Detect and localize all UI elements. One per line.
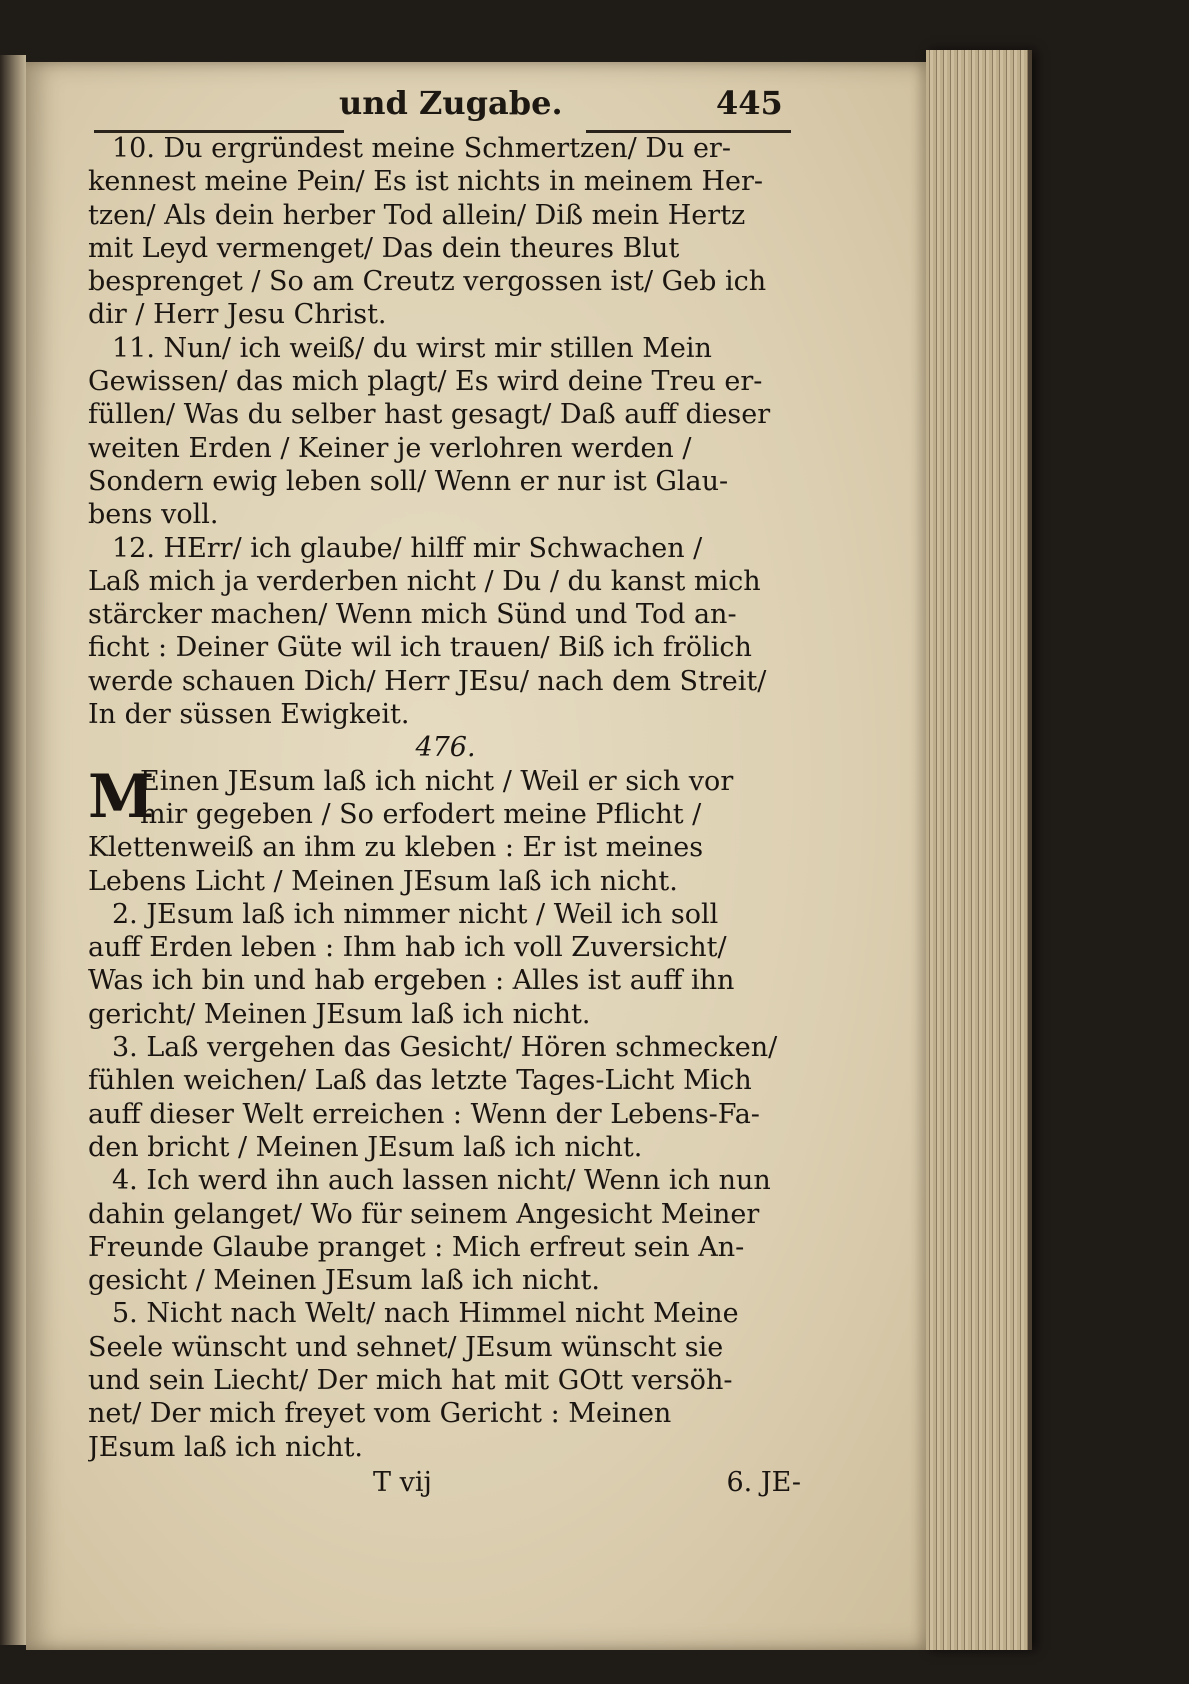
text-line: Seele wünscht und sehnet/ JEsum wünscht sie — [88, 1331, 724, 1363]
text-line: JEsum laß ich nicht. — [88, 1431, 364, 1463]
text-line: 12. HErr/ ich glaube/ hilff mir Schwachen / — [112, 532, 703, 564]
text-line: mit Leyd vermenget/ Das dein theures Blut — [88, 232, 680, 264]
text-line: Lebens Licht / Meinen JEsum laß ich nicht. — [88, 865, 678, 897]
text-line: dahin gelanget/ Wo für seinem Angesicht Meiner — [88, 1198, 760, 1230]
text-line: mir gegeben / So erfodert meine Pflicht / — [140, 798, 702, 830]
text-line: 3. Laß vergehen das Gesicht/ Hören schmecken/ — [112, 1032, 778, 1064]
text-line: ficht : Deiner Güte wil ich trauen/ Biß ich frölich — [88, 632, 752, 664]
hymn-476-verse-4 — [88, 1164, 803, 1297]
text-line: Was ich bin und hab ergeben : Alles ist auff ihn — [88, 965, 735, 997]
page-footer — [88, 1466, 803, 1500]
text-line: Einen JEsum laß ich nicht / Weil er sich vor — [140, 765, 734, 797]
text-line: kennest meine Pein/ Es ist nichts in meinem Her- — [88, 166, 764, 198]
text-line: dir / Herr Jesu Christ. — [88, 299, 387, 331]
text-line: den bricht / Meinen JEsum laß ich nicht. — [88, 1131, 643, 1163]
page-number: 445 — [716, 84, 783, 122]
text-line: 4. Ich werd ihn auch lassen nicht/ Wenn ich nun — [112, 1165, 771, 1197]
hymn-476-verse-1 — [88, 761, 803, 898]
text-line: 10. Du ergründest meine Schmertzen/ Du er- — [112, 133, 731, 164]
facing-page-edge — [0, 55, 26, 1645]
text-line: fühlen weichen/ Laß das letzte Tages-Licht Mich — [88, 1065, 752, 1097]
drop-cap: M — [88, 761, 155, 832]
text-line: auff dieser Welt erreichen : Wenn der Lebens-Fa- — [88, 1098, 760, 1130]
text-line: Freunde Glaube pranget : Mich erfreut sein An- — [88, 1231, 745, 1263]
page-stack-edge — [926, 50, 1032, 1650]
text-line: 2. JEsum laß ich nimmer nicht / Weil ich soll — [112, 898, 719, 930]
hymn-number: 476. — [415, 732, 476, 764]
text-line: Klettenweiß an ihm zu kleben : Er ist meines — [88, 832, 704, 864]
text-line: besprenget / So am Creutz vergossen ist/ Geb ich — [88, 266, 767, 298]
verse-12 — [88, 532, 803, 732]
verse-11 — [88, 332, 803, 532]
signature-mark: T vij — [373, 1466, 432, 1498]
text-line: weiten Erden / Keiner je verlohren werden / — [88, 432, 692, 464]
text-line: stärcker machen/ Wenn mich Sünd und Tod an- — [88, 599, 737, 631]
text-line: bens voll. — [88, 499, 219, 531]
hymn-476-verse-2 — [88, 898, 803, 1031]
hymn-476-verse-5 — [88, 1297, 803, 1463]
running-header — [26, 80, 926, 130]
running-title: und Zugabe. — [339, 84, 563, 122]
text-line: auff Erden leben : Ihm hab ich voll Zuversicht/ — [88, 932, 727, 964]
book-page — [26, 62, 926, 1650]
text-line: net/ Der mich freyet vom Gericht : Meinen — [88, 1398, 672, 1430]
text-line: Laß mich ja verderben nicht / Du / du kanst mich — [88, 565, 761, 597]
text-line: 11. Nun/ ich weiß/ du wirst mir stillen Mein — [112, 332, 712, 364]
text-line: Gewissen/ das mich plagt/ Es wird deine Treu er- — [88, 366, 763, 398]
text-line: gericht/ Meinen JEsum laß ich nicht. — [88, 998, 591, 1030]
main-text — [88, 132, 803, 1500]
catchword: 6. JE- — [726, 1466, 801, 1498]
text-line: füllen/ Was du selber hast gesagt/ Daß auff dieser — [88, 399, 771, 431]
text-line: gesicht / Meinen JEsum laß ich nicht. — [88, 1265, 600, 1297]
text-line: werde schauen Dich/ Herr JEsu/ nach dem Streit/ — [88, 665, 767, 697]
text-line: tzen/ Als dein herber Tod allein/ Diß mein Hertz — [88, 199, 746, 231]
hymn-476-verse-3 — [88, 1031, 803, 1164]
text-line: In der süssen Ewigkeit. — [88, 699, 410, 731]
text-line: und sein Liecht/ Der mich hat mit GOtt versöh- — [88, 1364, 733, 1396]
verse-10 — [88, 132, 803, 332]
text-line: 5. Nicht nach Welt/ nach Himmel nicht Meine — [112, 1298, 739, 1330]
text-line: Sondern ewig leben soll/ Wenn er nur ist Glau- — [88, 465, 729, 497]
